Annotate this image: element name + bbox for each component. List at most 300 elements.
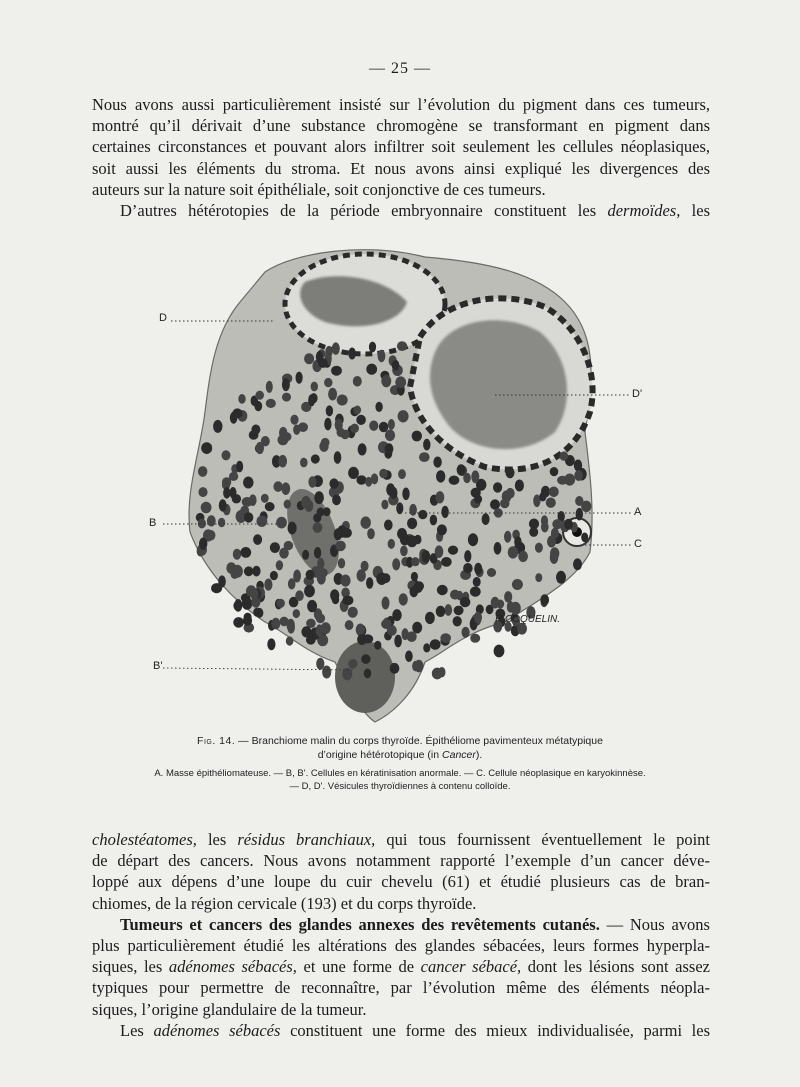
cell-nucleus [243, 477, 253, 489]
cell-nucleus [549, 487, 559, 498]
cell-nucleus [468, 533, 478, 546]
cell-nucleus [400, 534, 410, 546]
cell-nucleus [423, 643, 430, 652]
cell-nucleus [281, 482, 290, 495]
cell-nucleus [233, 549, 241, 560]
cell-nucleus [236, 461, 243, 473]
cell-nucleus [474, 612, 482, 624]
cell-nucleus [287, 622, 295, 633]
cell-nucleus [311, 382, 318, 392]
cell-nucleus [440, 633, 451, 643]
cell-nucleus [552, 519, 562, 529]
paragraph-pigment [92, 94, 710, 221]
cell-nucleus [463, 473, 471, 483]
legend-line: — D, D'. Vésicules thyroïdiennes à contenu colloïde. [289, 781, 511, 792]
cell-nucleus [494, 645, 505, 658]
section-heading: Tumeurs et cancers des glandes annexes des revêtements cutanés. [120, 914, 600, 934]
cell-nucleus [535, 543, 543, 553]
cell-nucleus [261, 494, 269, 503]
cell-nucleus [369, 421, 378, 431]
text-line: certaines circonstances et pouvant alors infiltrer soit seulement les cellules néoplasiques, [92, 137, 710, 157]
cell-nucleus [432, 668, 443, 680]
cell-nucleus [550, 547, 559, 559]
cell-nucleus [256, 442, 264, 454]
cell-nucleus [474, 563, 482, 575]
cell-nucleus [361, 516, 371, 528]
text-italic: adénomes sébacés [153, 1020, 281, 1040]
text-italic: cancer sébacé, [420, 957, 522, 977]
cell-nucleus [385, 430, 395, 442]
cell-nucleus [506, 488, 515, 499]
cell-nucleus [257, 516, 268, 527]
cell-nucleus [198, 519, 206, 529]
cell-nucleus [207, 530, 215, 540]
cell-nucleus [218, 575, 226, 587]
cell-nucleus [338, 558, 345, 568]
cell-nucleus [249, 494, 257, 506]
cell-nucleus [244, 566, 254, 576]
cell-nucleus [345, 620, 354, 630]
cell-nucleus [218, 518, 225, 527]
cell-nucleus [255, 391, 264, 400]
cell-nucleus [284, 541, 293, 550]
caption-text: — Branchiome malin du corps thyroïde. Épithéliome pavimenteux métatypique [235, 735, 603, 747]
cell-nucleus [337, 395, 348, 406]
cell-nucleus [437, 524, 447, 535]
cell-nucleus [306, 635, 316, 644]
text-line: de départ des cancers. Nous avons notamment rapporté l’exemple d’un cancer déve- [92, 851, 710, 871]
cell-nucleus [546, 498, 556, 508]
cell-nucleus [423, 439, 430, 451]
cell-nucleus [305, 500, 314, 512]
cell-nucleus [293, 609, 300, 618]
cell-nucleus [573, 558, 582, 570]
cell-nucleus [265, 502, 275, 511]
cell-nucleus [445, 604, 453, 616]
cell-nucleus [576, 508, 583, 521]
cell-nucleus [223, 487, 230, 498]
text-line: chiomes, de la région cervicale (193) et du corps thyroïde. [92, 893, 477, 913]
cell-nucleus [541, 515, 548, 526]
cell-nucleus [302, 550, 309, 560]
cell-nucleus [232, 408, 242, 418]
cell-nucleus [332, 595, 339, 604]
cell-nucleus [321, 438, 330, 447]
cell-nucleus [385, 443, 394, 454]
cell-nucleus [354, 406, 362, 415]
text-line: loppé aux dépens d’une loupe du cuir chevelu (61) et étudié plusieurs cas de bran- [92, 872, 710, 892]
cell-nucleus [379, 469, 388, 478]
cell-nucleus [316, 658, 324, 670]
cell-nucleus [316, 624, 323, 637]
label-a: A [634, 506, 642, 518]
cell-nucleus [323, 507, 331, 516]
histology-figure [145, 232, 645, 732]
cell-nucleus [226, 562, 236, 574]
cell-nucleus [244, 512, 253, 522]
cell-nucleus [280, 617, 289, 627]
cell-nucleus [437, 585, 448, 595]
cell-nucleus [575, 496, 583, 506]
cell-nucleus [290, 415, 298, 425]
cell-nucleus [564, 519, 573, 530]
cell-nucleus [388, 539, 395, 549]
cell-nucleus [470, 634, 480, 643]
cell-nucleus [199, 538, 207, 550]
cell-nucleus [253, 608, 261, 617]
cell-nucleus [392, 360, 400, 371]
cell-nucleus [331, 366, 342, 376]
text-line-heterotopies [92, 200, 710, 221]
cell-nucleus [411, 572, 418, 581]
cell-nucleus [308, 394, 315, 406]
text-line [92, 1020, 710, 1041]
cell-nucleus [314, 547, 321, 559]
text-run: et une forme de [296, 957, 421, 977]
cell-nucleus [251, 425, 260, 435]
cell-nucleus [340, 430, 349, 440]
cell-nucleus [313, 522, 323, 533]
cell-nucleus [436, 606, 446, 617]
label-d-prime: D' [632, 388, 643, 400]
cell-nucleus [201, 442, 212, 454]
text-run: les [196, 830, 238, 849]
cell-nucleus [252, 566, 260, 577]
cell-nucleus [326, 405, 333, 416]
text-line: montré qu’il dérivait d’une substance chromogène se transformant en pigment dans [92, 116, 710, 136]
cell-nucleus [366, 577, 373, 589]
cell-nucleus [453, 616, 462, 626]
cell-nucleus [198, 487, 207, 497]
cell-nucleus [375, 402, 382, 412]
cell-nucleus [316, 351, 323, 363]
text-line [92, 829, 710, 850]
cell-nucleus [392, 558, 400, 570]
cell-nucleus [304, 353, 314, 364]
text-italic: dermoïdes, [607, 201, 681, 221]
cell-nucleus [581, 533, 588, 543]
cell-nucleus [334, 528, 342, 540]
cell-nucleus [369, 342, 376, 353]
text-run: dont les lésions sont assez [521, 957, 710, 977]
cell-nucleus [449, 476, 460, 485]
cell-nucleus [267, 638, 275, 650]
cell-nucleus [493, 482, 502, 492]
cell-nucleus [547, 536, 556, 548]
figure-caption [100, 734, 700, 762]
cell-nucleus [213, 420, 222, 433]
cell-nucleus [396, 502, 403, 514]
cell-nucleus [397, 341, 407, 351]
cell-nucleus [529, 527, 538, 537]
cell-nucleus [367, 528, 375, 539]
cell-nucleus [361, 654, 370, 664]
caption-text: d’origine hétérotopique (in [317, 749, 443, 761]
cell-nucleus [296, 372, 303, 384]
cell-nucleus [244, 613, 252, 622]
cell-nucleus [412, 431, 422, 442]
cell-nucleus [270, 571, 278, 580]
cell-nucleus [306, 570, 315, 580]
cell-nucleus [350, 424, 359, 433]
cell-nucleus [398, 410, 409, 422]
cell-nucleus [487, 568, 496, 577]
cell-nucleus [307, 600, 317, 612]
cell-nucleus [507, 601, 514, 613]
cell-nucleus [411, 557, 419, 566]
text-line: soit aussi les éléments du stroma. Et nous avons ainsi expliqué les divergences des [92, 158, 710, 178]
cell-nucleus [288, 522, 297, 535]
cell-nucleus [304, 585, 315, 598]
cell-nucleus [441, 557, 452, 567]
text-line: siques, l’origine glandulaire de la tumeur. [92, 999, 367, 1019]
cell-nucleus [491, 597, 500, 609]
cell-nucleus [314, 491, 324, 504]
cell-nucleus [198, 466, 207, 477]
cell-nucleus [278, 455, 287, 468]
cell-nucleus [362, 634, 373, 643]
cell-nucleus [253, 534, 262, 545]
cell-nucleus [271, 618, 280, 630]
cell-nucleus [332, 342, 340, 354]
cell-nucleus [504, 531, 511, 543]
text-run: siques, les [92, 957, 169, 977]
text-line [92, 956, 710, 977]
cell-nucleus [414, 535, 421, 545]
cell-nucleus [390, 663, 400, 674]
cell-nucleus [407, 518, 417, 529]
cell-nucleus [284, 500, 291, 509]
cell-nucleus [407, 631, 417, 642]
cell-nucleus [560, 451, 569, 460]
text-line: plus particulièrement étudié les altérations des glandes sébacées, leurs formes hyperpla- [92, 936, 710, 956]
cell-nucleus [482, 513, 490, 525]
cell-nucleus [340, 575, 350, 587]
cell-nucleus [222, 450, 231, 460]
cell-nucleus [454, 606, 464, 616]
cell-nucleus [422, 550, 431, 563]
cell-nucleus [353, 376, 362, 387]
cell-nucleus [490, 499, 500, 509]
cell-nucleus [356, 624, 365, 637]
cell-nucleus [450, 590, 460, 600]
cell-nucleus [251, 589, 259, 602]
cell-nucleus [574, 460, 582, 472]
cell-nucleus [463, 563, 473, 573]
text-run: D’autres hétérotopies de la période embryonnaire constituent les [120, 201, 608, 221]
cell-nucleus [430, 515, 437, 526]
cell-nucleus [535, 573, 542, 582]
cell-nucleus [266, 399, 276, 408]
text-run: — Nous avons [599, 914, 710, 934]
text-run: qui tous fournissent éventuellement le point [375, 830, 710, 849]
cell-nucleus [334, 451, 342, 464]
cell-nucleus [358, 443, 367, 455]
cell-nucleus [365, 477, 372, 487]
cell-nucleus [282, 393, 291, 402]
cell-nucleus [460, 597, 471, 607]
cell-nucleus [273, 481, 282, 492]
cell-nucleus [556, 571, 566, 584]
text-italic: cholestéatomes, [92, 830, 197, 849]
cell-nucleus [381, 375, 391, 387]
cell-nucleus [356, 415, 366, 425]
cell-nucleus [384, 520, 393, 531]
caption-text: ). [475, 749, 483, 761]
text-run: Les [120, 1020, 154, 1040]
label-c: C [634, 538, 642, 550]
cell-nucleus [418, 510, 427, 519]
cell-nucleus [381, 500, 388, 510]
cell-nucleus [539, 492, 546, 501]
cell-nucleus [462, 627, 470, 638]
cell-nucleus [276, 517, 287, 529]
cell-nucleus [412, 622, 422, 634]
cell-nucleus [540, 594, 549, 605]
cell-nucleus [400, 546, 408, 557]
cell-nucleus [300, 458, 308, 468]
cell-nucleus [506, 467, 515, 478]
cell-nucleus [348, 348, 356, 360]
cell-nucleus [382, 597, 390, 610]
cell-nucleus [222, 477, 231, 486]
cell-nucleus [293, 425, 300, 435]
cell-nucleus [201, 502, 212, 514]
cell-nucleus [419, 452, 430, 462]
text-line: typiques pour permettre de reconnaître, par l’évolution même des éléments néopla- [92, 978, 710, 998]
cell-nucleus [436, 470, 445, 482]
cell-nucleus [433, 457, 441, 468]
cell-nucleus [435, 545, 444, 558]
cell-nucleus [471, 488, 481, 498]
cell-nucleus [448, 546, 458, 555]
caption-line [100, 734, 700, 748]
cell-nucleus [574, 470, 583, 481]
cell-nucleus [436, 491, 445, 503]
cell-nucleus [348, 607, 358, 618]
cell-nucleus [366, 364, 377, 375]
cell-nucleus [234, 599, 242, 612]
caption-line [100, 748, 700, 762]
cell-nucleus [395, 376, 406, 388]
cell-nucleus [348, 467, 359, 479]
cell-nucleus [409, 504, 417, 516]
thyroid-section-drawing [145, 232, 645, 732]
label-d: D [159, 312, 167, 324]
cell-nucleus [374, 641, 381, 650]
cell-nucleus [515, 480, 524, 492]
figure-number: Fig. 14. [197, 735, 236, 747]
cell-nucleus [398, 469, 406, 479]
cell-nucleus [457, 464, 466, 475]
cell-nucleus [414, 660, 423, 673]
cell-nucleus [441, 506, 448, 518]
cell-nucleus [381, 619, 391, 629]
text-line: Nous avons aussi particulièrement insisté sur l’évolution du pigment dans ces tumeurs, [92, 95, 710, 114]
cell-nucleus [425, 612, 435, 624]
cell-nucleus [414, 581, 424, 591]
label-b-prime: B' [153, 660, 163, 672]
paragraph-cholesteatomes [92, 829, 710, 1041]
text-italic: adénomes sébacés, [168, 957, 297, 977]
cell-nucleus [473, 577, 481, 587]
cell-nucleus [266, 381, 273, 393]
cell-nucleus [238, 394, 245, 404]
cell-nucleus [240, 547, 251, 558]
cell-nucleus [324, 418, 331, 431]
cell-nucleus [232, 494, 241, 503]
cell-nucleus [276, 560, 283, 570]
cell-nucleus [207, 515, 216, 526]
cell-nucleus [282, 378, 290, 391]
cell-nucleus [357, 569, 366, 581]
cell-nucleus [332, 495, 341, 506]
text-line: auteurs sur la nature soit épithéliale, soit conjonctive de ces tumeurs. [92, 179, 546, 199]
cell-nucleus [342, 596, 353, 606]
cell-nucleus [477, 479, 485, 489]
cell-nucleus [402, 488, 409, 501]
cell-nucleus [386, 483, 395, 496]
legend-line: A. Masse épithéliomateuse. — B, B'. Cellules en kératinisation anormale. — C. Cellule néoplasique en karyokinnèse. [154, 768, 646, 779]
cell-nucleus [464, 550, 471, 562]
cell-nucleus [308, 476, 316, 487]
cell-nucleus [311, 454, 320, 463]
cell-nucleus [328, 388, 337, 401]
cell-nucleus [504, 591, 512, 602]
cell-nucleus [494, 542, 502, 555]
cell-nucleus [295, 590, 304, 601]
cell-nucleus [319, 568, 327, 577]
text-run: constituent une forme des mieux individualisée, parmi les [280, 1020, 711, 1040]
text-line-heading [92, 914, 710, 935]
cell-nucleus [233, 617, 244, 628]
cell-nucleus [356, 475, 366, 485]
cell-nucleus [405, 651, 413, 662]
artist-signature: R.COQUELIN. [495, 614, 561, 625]
cell-nucleus [219, 499, 227, 511]
cell-nucleus [550, 467, 559, 476]
page-number: — 25 — [369, 60, 431, 77]
cell-nucleus [430, 639, 441, 650]
cell-nucleus [348, 659, 357, 669]
cell-nucleus [264, 579, 272, 591]
cell-nucleus [557, 476, 568, 485]
text-run: les [680, 201, 710, 221]
cell-nucleus [470, 587, 481, 597]
cell-nucleus [500, 499, 509, 509]
caption-italic: Cancer [442, 749, 476, 761]
cell-nucleus [329, 478, 338, 488]
cell-nucleus [335, 541, 345, 552]
cell-nucleus [277, 599, 285, 608]
figure-legend [100, 767, 700, 793]
cell-nucleus [394, 635, 402, 648]
cell-nucleus [518, 551, 528, 562]
cell-nucleus [508, 546, 518, 558]
cell-nucleus [324, 378, 332, 387]
cell-nucleus [242, 597, 253, 609]
cell-nucleus [514, 536, 521, 547]
cell-nucleus [376, 572, 387, 585]
cell-nucleus [378, 350, 386, 362]
cell-nucleus [270, 542, 280, 553]
cell-nucleus [279, 427, 287, 439]
cell-nucleus [512, 579, 523, 590]
cell-nucleus [399, 593, 408, 605]
text-italic: résidus branchiaux, [237, 830, 376, 849]
cell-nucleus [388, 419, 395, 430]
cell-nucleus [286, 636, 294, 645]
